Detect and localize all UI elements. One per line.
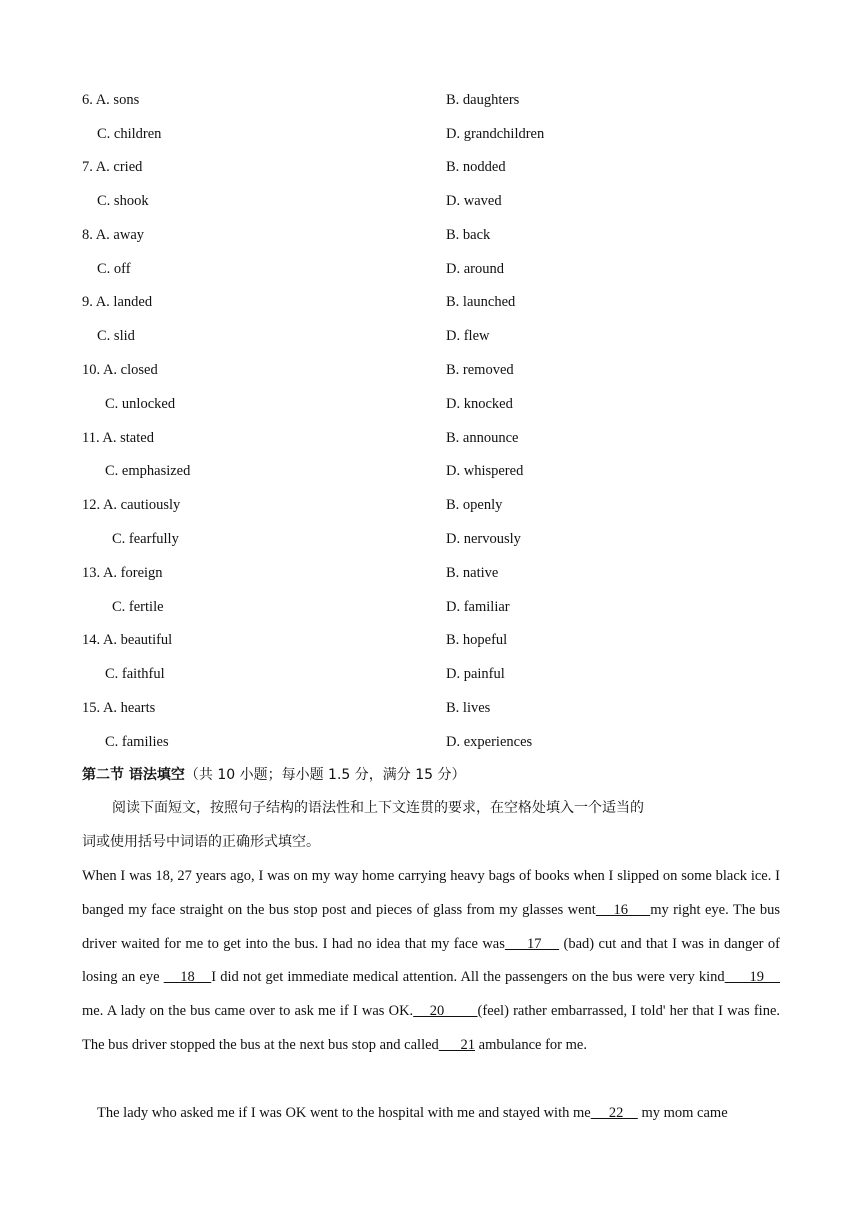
option-14-b: B. hopeful	[446, 632, 508, 648]
option-7-c: C. shook	[97, 193, 149, 209]
option-9-c: C. slid	[97, 328, 135, 344]
option-8-a: 8. A. away	[82, 227, 145, 243]
option-6-c: C. children	[97, 126, 162, 142]
option-11-a: 11. A. stated	[82, 430, 154, 446]
blank-16: 16	[595, 901, 651, 918]
option-8-b: B. back	[446, 227, 491, 243]
option-11-b: B. announce	[446, 430, 519, 446]
option-10-c: C. unlocked	[105, 396, 176, 412]
option-9-b: B. launched	[446, 294, 516, 310]
option-10-d: D. knocked	[446, 396, 513, 412]
blank-19: 19	[724, 969, 781, 986]
passage-text: my right eye. The bus driver waited for me to get into the bus. I had no idea that my face was	[82, 901, 781, 952]
option-7-d: D. waved	[446, 193, 502, 209]
option-8-c: C. off	[97, 261, 131, 277]
passage-text: my mom came	[637, 1105, 728, 1121]
option-14-a: 14. A. beautiful	[82, 632, 173, 648]
passage-paragraph-1	[82, 860, 780, 1063]
passage-text: I did not get immediate medical attention. All the passengers on the bus were very kind	[211, 969, 725, 986]
option-14-c: C. faithful	[105, 666, 165, 682]
passage-text: me. A lady on the bus came over to ask me if I was OK.	[82, 1003, 414, 1020]
instruction-line-1: 阅读下面短文，按照句子结构的语法性和上下文连贯的要求，在空格处填入一个适当的	[112, 800, 644, 816]
option-13-b: B. native	[446, 565, 499, 581]
passage-text: The lady who asked me if I was OK went to the hospital with me and stayed with me	[97, 1105, 591, 1121]
option-15-b: B. lives	[446, 700, 491, 716]
option-7-a: 7. A. cried	[82, 159, 143, 175]
option-8-d: D. around	[446, 261, 504, 277]
blank-20: 20	[413, 1003, 478, 1020]
section-note: （共 10 小题；每小题 1.5 分，满分 15 分）	[184, 767, 466, 783]
option-10-a: 10. A. closed	[82, 362, 158, 378]
instruction-line-2: 词或使用括号中词语的正确形式填空。	[82, 834, 320, 850]
passage-text: (bad) cut and that I was in danger of losing an eye	[82, 935, 780, 986]
option-12-d: D. nervously	[446, 531, 521, 547]
passage-text: (feel) rather embarrassed, I told' her that I was fine. The bus driver stopped the bus at the next bus stop and called	[82, 1003, 781, 1053]
passage-paragraph-2	[82, 1097, 780, 1131]
option-15-a: 15. A. hearts	[82, 700, 156, 716]
blank-21: 21	[438, 1036, 476, 1053]
blank-18: 18	[163, 969, 212, 986]
option-10-b: B. removed	[446, 362, 514, 378]
passage-text: When I was 18, 27 years ago, I was on my way home carrying heavy bags of books when I slipped on some black ice. I banged my face straight on the bus stop post and pieces of glass from my glasses went	[82, 868, 780, 918]
option-11-d: D. whispered	[446, 463, 524, 479]
option-12-c: C. fearfully	[112, 531, 179, 547]
passage-text: ambulance for me.	[475, 1036, 587, 1053]
option-9-a: 9. A. landed	[82, 294, 153, 310]
option-13-c: C. fertile	[112, 599, 164, 615]
option-13-d: D. familiar	[446, 599, 510, 615]
option-13-a: 13. A. foreign	[82, 565, 163, 581]
option-9-d: D. flew	[446, 328, 490, 344]
option-7-b: B. nodded	[446, 159, 506, 175]
section-title: 第二节 语法填空	[82, 767, 185, 783]
option-12-b: B. openly	[446, 497, 503, 513]
option-15-c: C. families	[105, 734, 169, 750]
option-6-b: B. daughters	[446, 92, 520, 108]
option-6-d: D. grandchildren	[446, 126, 545, 142]
option-6-a: 6. A. sons	[82, 92, 140, 108]
option-15-d: D. experiences	[446, 734, 533, 750]
option-12-a: 12. A. cautiously	[82, 497, 181, 513]
blank-17: 17	[504, 935, 560, 952]
option-14-d: D. painful	[446, 666, 505, 682]
section-heading	[82, 764, 465, 786]
option-11-c: C. emphasized	[105, 463, 191, 479]
blank-22: 22	[590, 1105, 638, 1121]
